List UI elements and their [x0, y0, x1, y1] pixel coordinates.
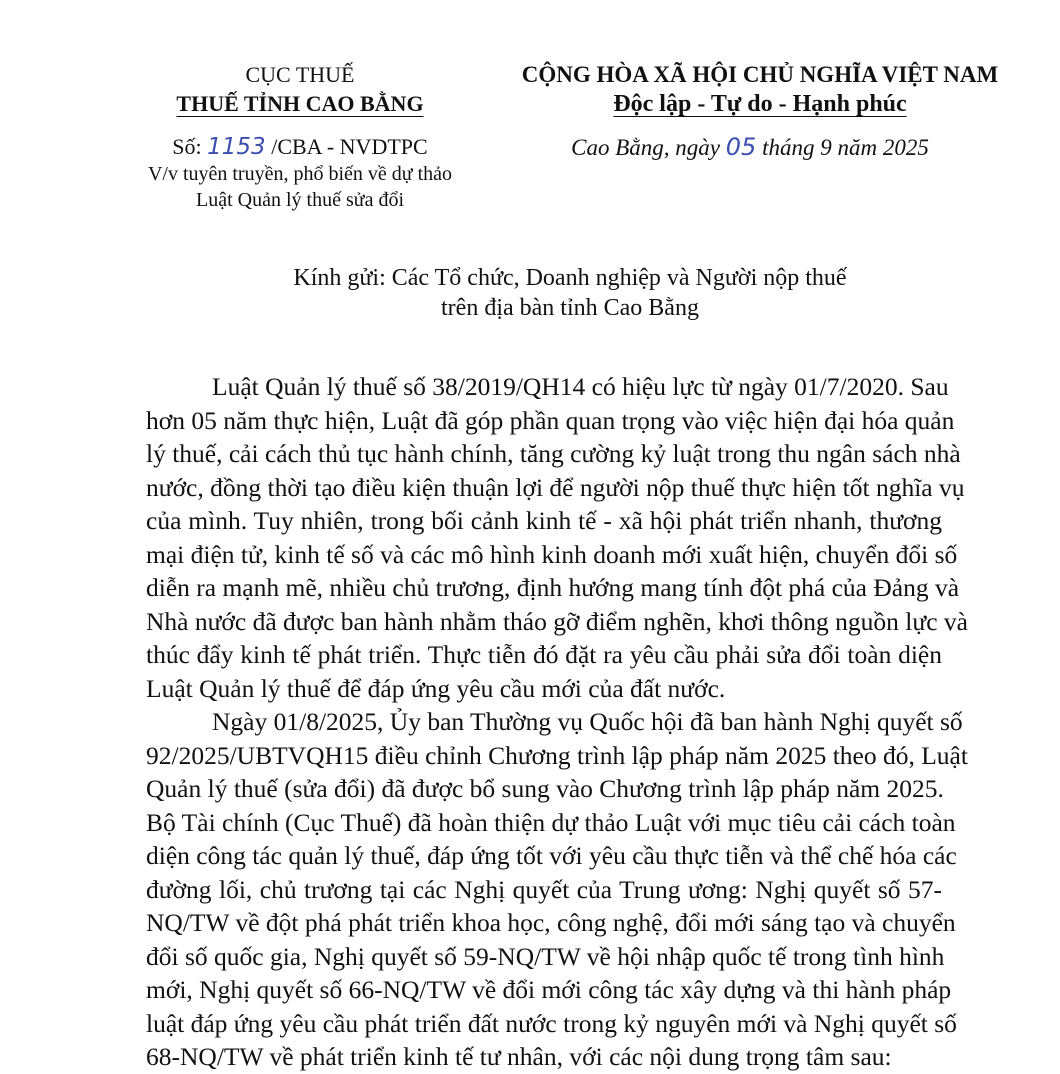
paragraph-line: Ngày 01/8/2025, Ủy ban Thường vụ Quốc hội đã ban hành Nghị quyết số [212, 707, 963, 736]
agency-name: CỤC THUẾ [245, 62, 355, 87]
paragraph-line: hơn 05 năm thực hiện, Luật đã góp phần quan trọng vào việc hiện đại hóa quản [146, 405, 955, 435]
paragraph-line: mại điện tử, kinh tế số và các mô hình kinh doanh mới xuất hiện, chuyển đổi số [146, 539, 958, 569]
recipient-line-2: trên địa bàn tỉnh Cao Bằng [441, 295, 699, 321]
issue-date-prefix: Cao Bằng, ngày [571, 135, 721, 160]
office-name-text: THUẾ TỈNH CAO BẰNG [176, 91, 424, 116]
paragraph-line: diện công tác quản lý thuế, đáp ứng tốt với yêu cầu thực tiễn và thể chế hóa các [146, 841, 957, 870]
paragraph-line: 68-NQ/TW về phát triển kinh tế tư nhân, với các nội dung trọng tâm sau: [146, 1042, 892, 1071]
paragraph-line: Bộ Tài chính (Cục Thuế) đã hoàn thiện dự thảo Luật với mục tiêu cải cách toàn [146, 807, 956, 837]
motto [480, 91, 1040, 118]
paragraph-line: của mình. Tuy nhiên, trong bối cảnh kinh tế - xã hội phát triển nhanh, thương [146, 506, 942, 535]
paragraph-line: đường lối, chủ trương tại các Nghị quyết của Trung ương: Nghị quyết số 57- [146, 874, 942, 904]
paragraph-line: thúc đẩy kinh tế phát triển. Thực tiễn đó đặt ra yêu cầu phải sửa đổi toàn diện [146, 640, 942, 669]
motto-text: Độc lập - Tự do - Hạnh phúc [613, 91, 907, 117]
paragraph-line: 92/2025/UBTVQH15 điều chỉnh Chương trình lập pháp năm 2025 theo đó, Luật [146, 740, 968, 770]
paragraph-line: Quản lý thuế (sửa đổi) đã được bổ sung vào Chương trình lập pháp năm 2025. [146, 774, 944, 803]
nation-name: CỘNG HÒA XÃ HỘI CHỦ NGHĨA VIỆT NAM [521, 62, 999, 87]
document-number-handwritten: 1153 [207, 134, 266, 160]
body-paragraph-2 [146, 705, 968, 1074]
issue-date-suffix: tháng 9 năm 2025 [762, 135, 929, 160]
paragraph-line: đổi số quốc gia, Nghị quyết số 59-NQ/TW về hội nhập quốc tế trong tình hình [146, 941, 945, 971]
document-number [100, 134, 500, 160]
paragraph-line: Nhà nước đã được ban hành nhằm tháo gỡ điểm nghẽn, khơi thông nguồn lực và [146, 606, 968, 636]
paragraph-line: luật đáp ứng yêu cầu phát triển đất nước trong kỷ nguyên mới và Nghị quyết số [146, 1008, 957, 1038]
paragraph-line: diễn ra mạnh mẽ, nhiều chủ trương, định hướng mang tính đột phá của Đảng và [146, 573, 960, 602]
subject-line-1: V/v tuyên truyền, phổ biến về dự thảo [147, 163, 453, 185]
document-number-prefix: Số: [172, 134, 202, 159]
paragraph-line: Luật Quản lý thuế số 38/2019/QH14 có hiệu lực từ ngày 01/7/2020. Sau [212, 372, 949, 401]
office-name [100, 91, 500, 117]
issue-date [470, 133, 1030, 161]
subject-line-2: Luật Quản lý thuế sửa đổi [195, 189, 405, 211]
recipient-line-1: Kính gửi: Các Tổ chức, Doanh nghiệp và Người nộp thuế [293, 265, 847, 291]
paragraph-line: Luật Quản lý thuế để đáp ứng yêu cầu mới của đất nước. [146, 673, 726, 703]
paragraph-line: NQ/TW về đột phá phát triển khoa học, công nghệ, đổi mới sáng tạo và chuyển [146, 908, 956, 937]
body-paragraph-1 [146, 370, 968, 705]
document-number-suffix: /CBA - NVDTPC [271, 134, 428, 159]
paragraph-line: lý thuế, cải cách thủ tục hành chính, tăng cường kỷ luật trong thu ngân sách nhà [146, 439, 961, 468]
paragraph-line: nước, đồng thời tạo điều kiện thuận lợi để người nộp thuế thực hiện tốt nghĩa vụ [146, 472, 965, 502]
issue-date-day-handwritten: 05 [725, 133, 757, 161]
paragraph-line: mới, Nghị quyết số 66-NQ/TW về đổi mới công tác xây dựng và thi hành pháp [146, 975, 952, 1004]
